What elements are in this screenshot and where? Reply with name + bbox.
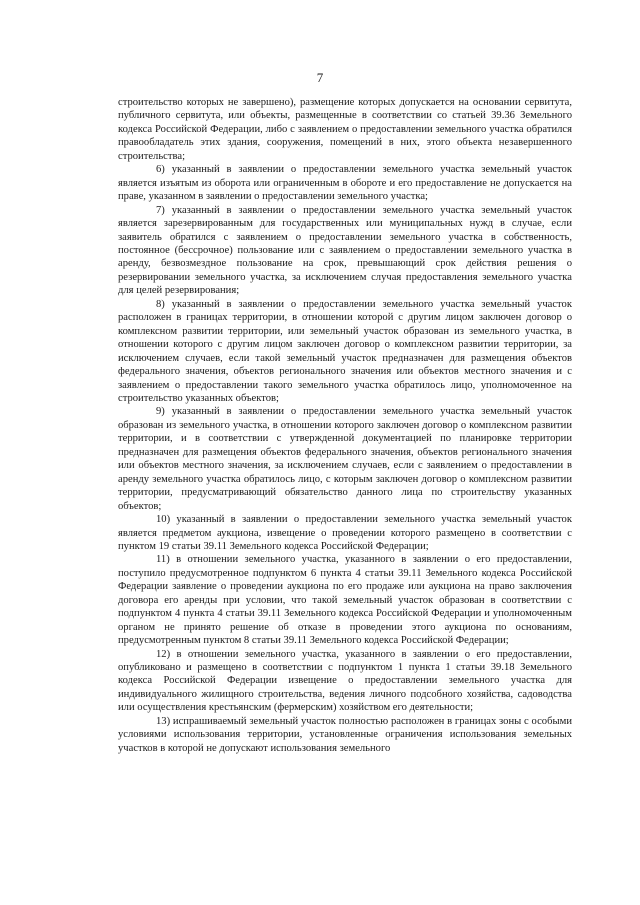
page-number: 7 [316, 70, 324, 85]
paragraph-item-9: 9) указанный в заявлении о предоставлении земельного участка земельный участок образован из земельного участка, в отношении которого заключен договор о комплексном развитии территории, и в соответствии с утвержденной документацией по планировке территории предназначен для размещения объектов федерального значения, объектов регионального значения или объектов местного значения, за исключением случаев, если с заявлением о предоставлении в аренду земельного участка обратилось лицо, с которым заключен договор о комплексном развитии территории, предусматривающий обязательство данного лица по строительству указанных объектов; [118, 406, 572, 512]
paragraph-item-6: 6) указанный в заявлении о предоставлении земельного участка земельный участок является изъятым из оборота или ограниченным в обороте и его предоставление не допускается на праве, указанном в заявлении о предоставлении земельного участка; [118, 164, 572, 203]
paragraph-item-7: 7) указанный в заявлении о предоставлении земельного участка земельный участок является зарезервированным для государственных или муниципальных нужд в случае, если заявитель обратился с заявлением о предоставлении земельного участка в собственность, постоянное (бессрочное) пользование или с заявлением о предоставлении земельного участка в аренду, безвозмездное пользование на срок, превышающий срок действия решения о резервировании земельного участка, за исключением случая предоставления земельного участка для целей резервирования; [118, 204, 572, 297]
paragraph-item-8: 8) указанный в заявлении о предоставлении земельного участка земельный участок расположен в границах территории, в отношении которой с другим лицом заключен договор о комплексном развитии территории, или земельный участок образован из земельного участка, в отношении которого с другим лицом заключен договор о комплексном развитии территории, за исключением случаев, если такой земельный участок предназначен для размещения объектов федерального значения, объектов регионального значения или объектов местного значения и с заявлением о предоставлении такого земельного участка обратилось лицо, уполномоченное на строительство указанных объектов; [118, 298, 572, 404]
paragraph-item-12: 12) в отношении земельного участка, указанного в заявлении о его предоставлении, опубликовано и размещено в соответствии с подпунктом 1 пункта 1 статьи 39.18 Земельного кодекса Российской Федерации извещение о предоставлении земельного участка для индивидуального жилищного строительства, ведения личного подсобного хозяйства, садоводства или осуществления крестьянским (фермерским) хозяйством его деятельности; [118, 648, 572, 714]
paragraph-continuation: строительство которых не завершено), размещение которых допускается на основании сервитута, публичного сервитута, или объекты, размещенные в соответствии со статьей 39.36 Земельного кодекса Российской Федерации, либо с заявлением о предоставлении земельного участка обратился правообладатель этих здания, сооружения, помещений в них, этого объекта незавершенного строительства; [118, 97, 572, 162]
document-body [118, 96, 572, 755]
paragraph-item-13: 13) испрашиваемый земельный участок полностью расположен в границах зоны с особыми условиями использования территории, установленные ограничения использования земельных участков в которой не допускают использования земельного [118, 715, 572, 754]
paragraph-item-10: 10) указанный в заявлении о предоставлении земельного участка земельный участок является предметом аукциона, извещение о проведении которого размещено в соответствии с пунктом 19 статьи 39.11 Земельного кодекса Российской Федерации; [118, 514, 572, 552]
paragraph-item-11: 11) в отношении земельного участка, указанного в заявлении о его предоставлении, поступило предусмотренное подпунктом 6 пункта 4 статьи 39.11 Земельного кодекса Российской Федерации заявление о проведении аукциона по его продаже или аукциона на право заключения договора его аренды при условии, что такой земельный участок образован в соответствии с подпунктом 4 пункта 4 статьи 39.11 Земельного кодекса Российской Федерации и уполномоченным органом не принято решение об отказе в проведении этого аукциона по основаниям, предусмотренным пунктом 8 статьи 39.11 Земельного кодекса Российской Федерации; [118, 554, 572, 647]
